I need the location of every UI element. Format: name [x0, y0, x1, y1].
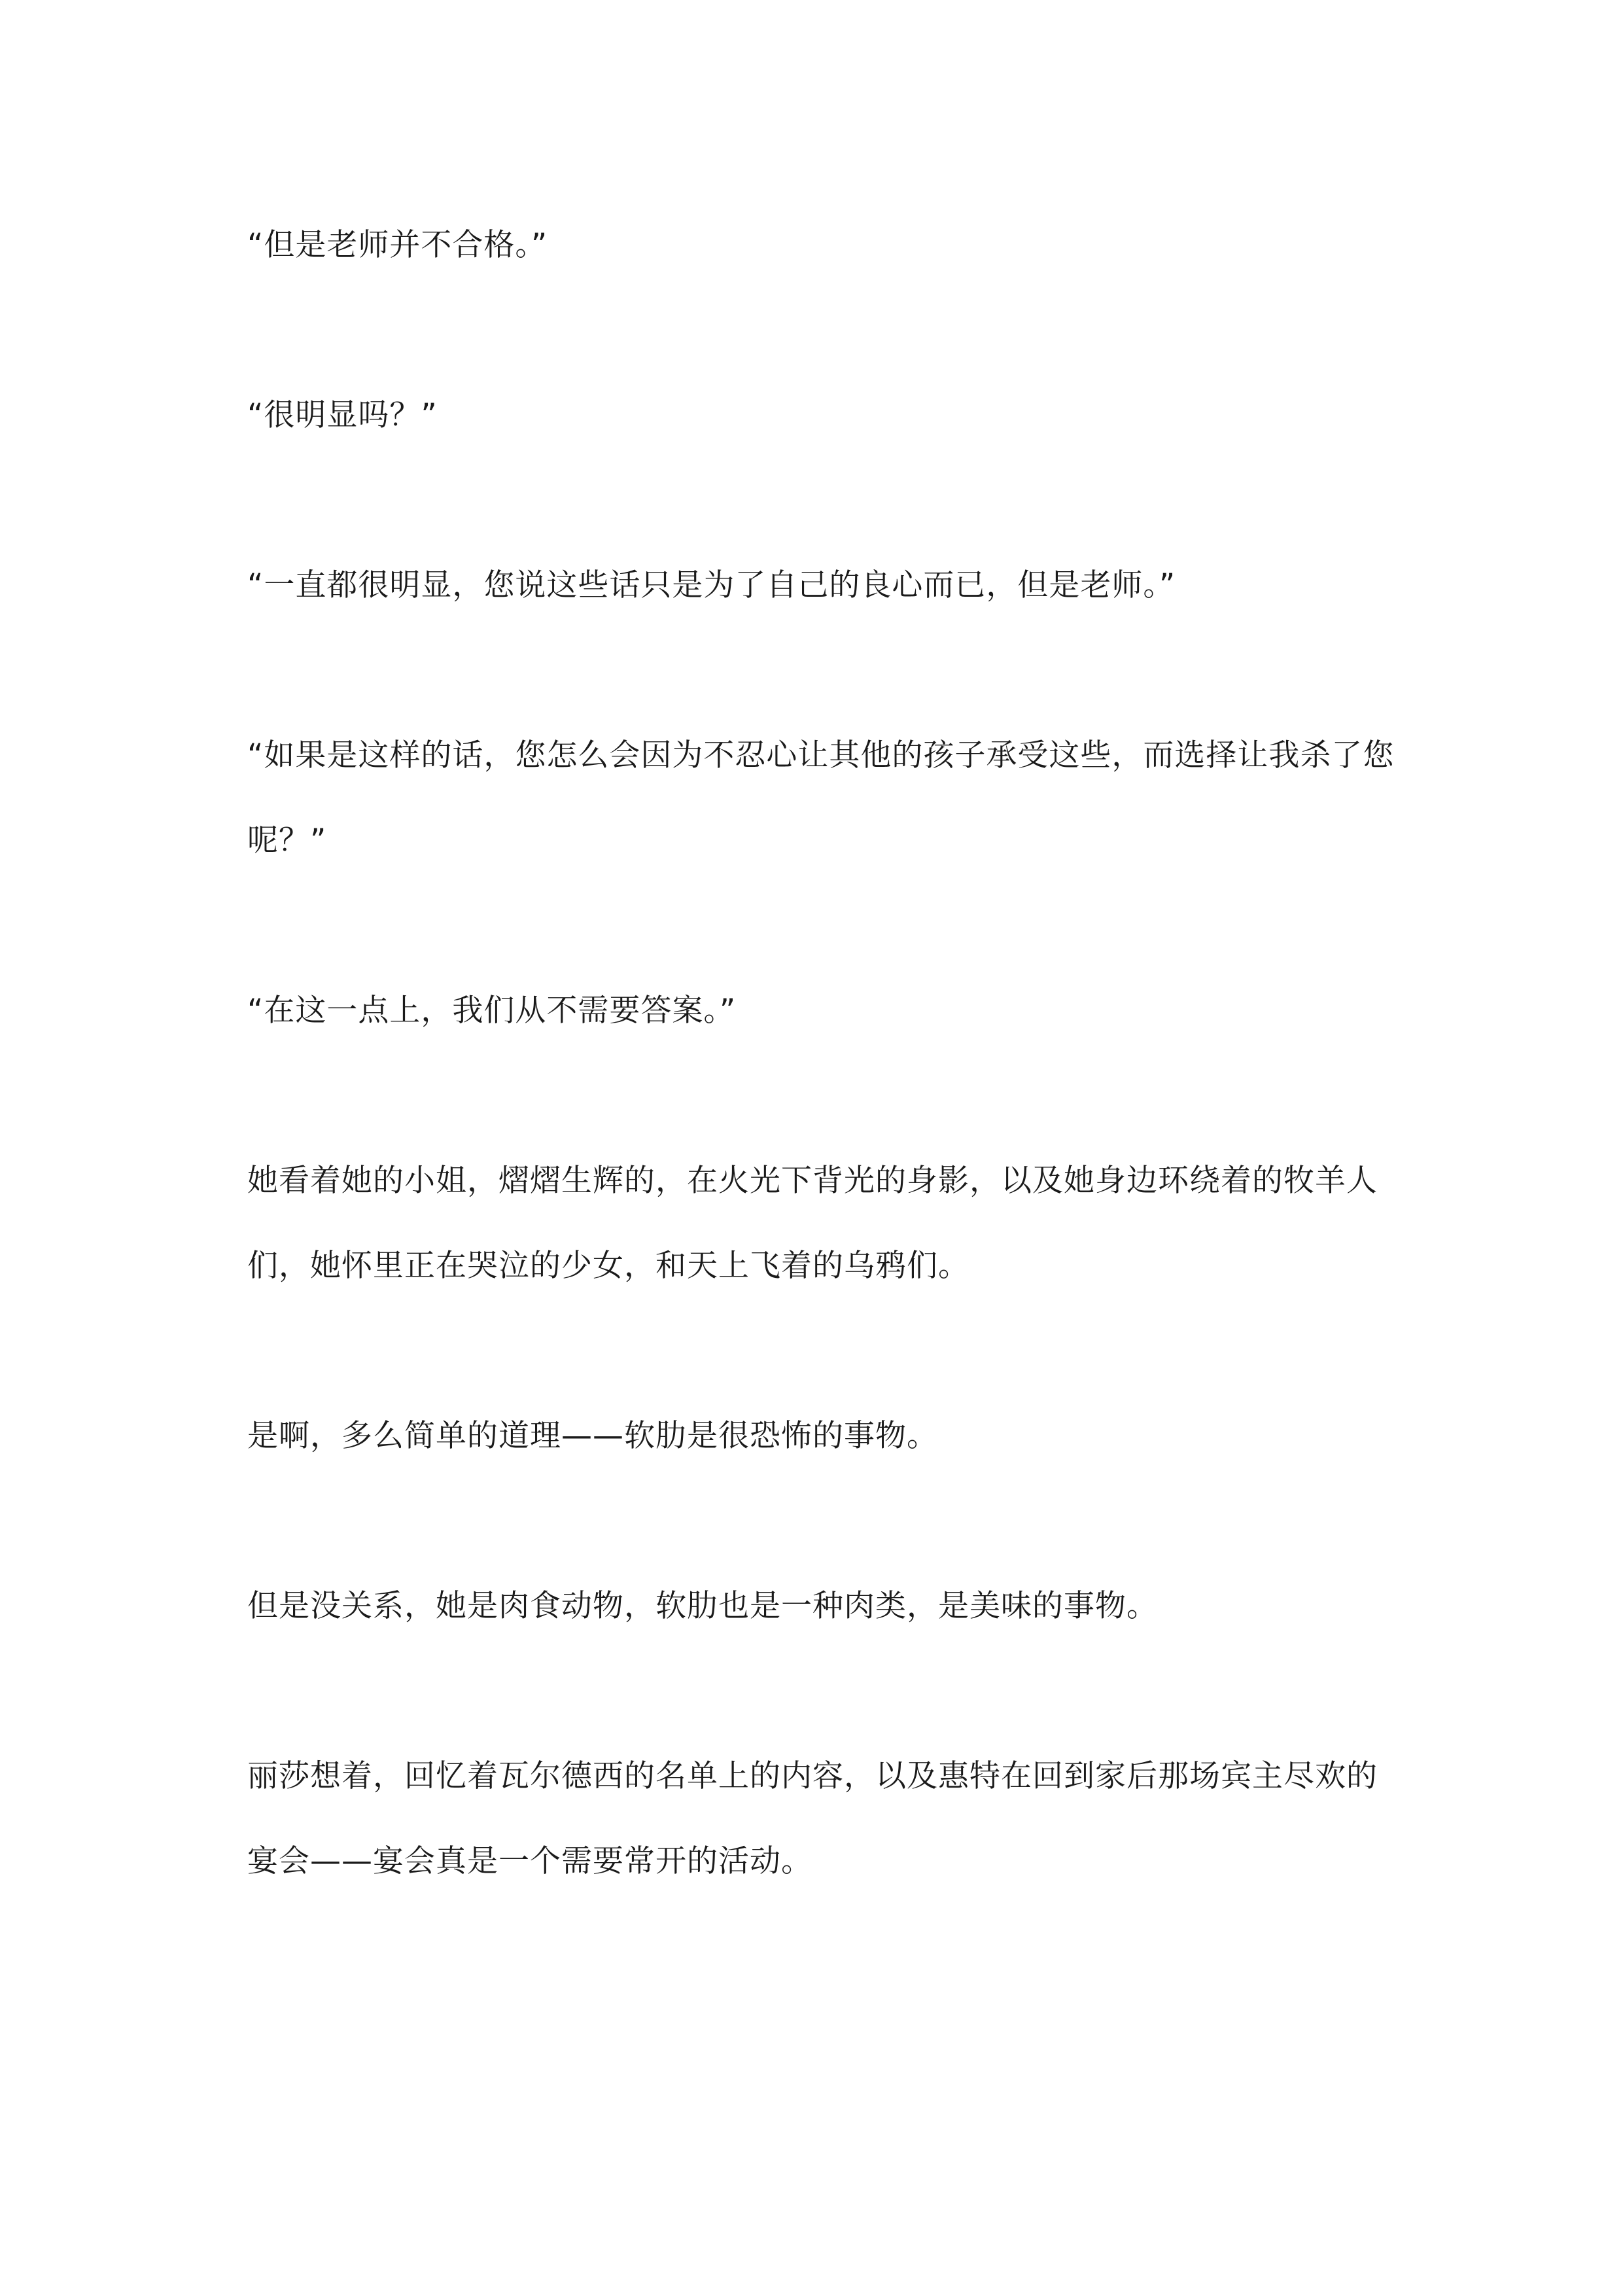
- paragraph-2: “很明显吗？”: [247, 397, 438, 433]
- paragraph-5: “在这一点上，我们从不需要答案。”: [247, 993, 737, 1029]
- paragraph-7: 是啊，多么简单的道理——软肋是很恐怖的事物。: [247, 1418, 938, 1454]
- paragraph-4: “如果是这样的话，您怎么会因为不忍心让其他的孩子承受这些，而选择让我杀了您呢？”: [247, 737, 1395, 858]
- paragraph-1: “但是老师并不合格。”: [247, 227, 548, 263]
- paragraph-9: 丽莎想着，回忆着瓦尔德西的名单上的内容，以及惠特在回到家后那场宾主尽欢的宴会——宴会真是一个需要常开的活动。: [247, 1758, 1378, 1879]
- body-text: [247, 203, 1399, 1989]
- paragraph-8: 但是没关系，她是肉食动物，软肋也是一种肉类，是美味的事物。: [247, 1588, 1158, 1624]
- paragraph-6: 她看着她的小姐，熠熠生辉的，在火光下背光的身影，以及她身边环绕着的牧羊人们，她怀里正在哭泣的少女，和天上飞着的乌鸦们。: [247, 1163, 1378, 1284]
- paragraph-3: “一直都很明显，您说这些话只是为了自己的良心而已，但是老师。”: [247, 567, 1176, 603]
